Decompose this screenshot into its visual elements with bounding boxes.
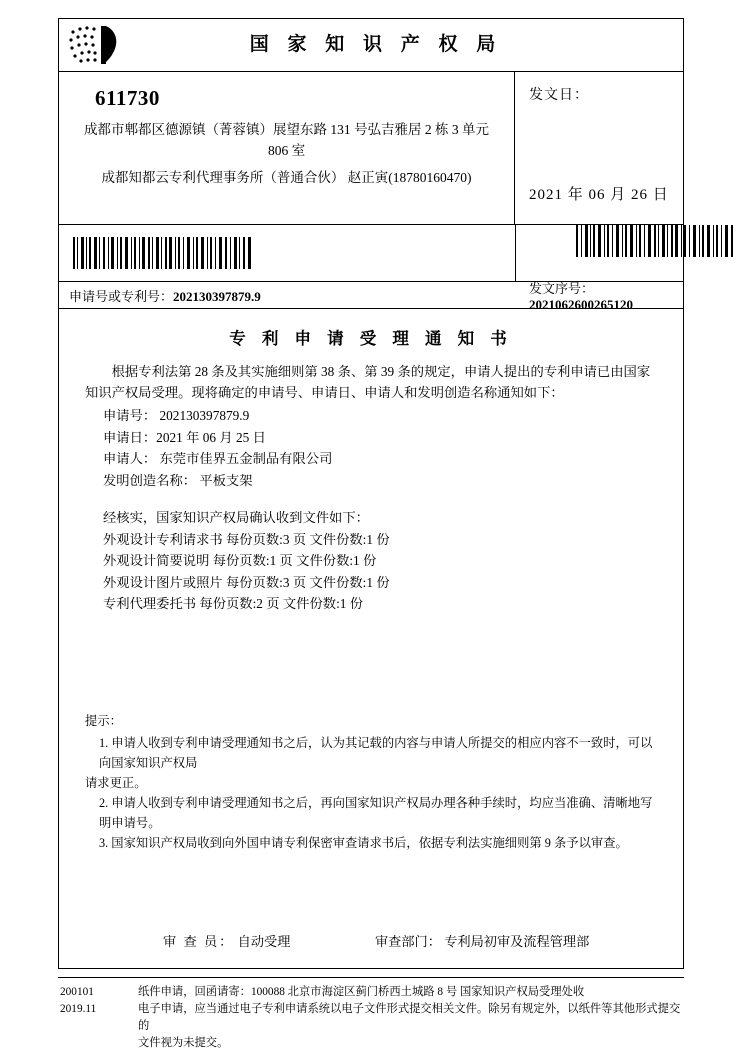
received-document-item: 专利代理委托书 每份页数:2 页 文件份数:1 份 (103, 596, 364, 611)
send-date-block (515, 72, 683, 224)
field-application-date: 申请日：2021 年 06 月 25 日 (103, 429, 266, 445)
department-value: 专利局初审及流程管理部 (444, 933, 590, 949)
footer-version: 2019.11 (60, 1002, 97, 1015)
document-header (59, 19, 683, 72)
field-invention-title: 发明创造名称： 平板支架 (103, 472, 253, 488)
application-number-label: 申请号或专利号： (69, 288, 174, 304)
field-application-number: 申请号： 202130397879.9 (103, 408, 250, 423)
examiner-value: 自动受理 (237, 933, 291, 949)
documents-received-title: 经核实，国家知识产权局确认收到文件如下： (103, 510, 369, 525)
document-body (59, 309, 683, 950)
department-cell (375, 931, 657, 950)
note-item: 3. 国家知识产权局收到向外国申请专利保密审查请求书后，依据专利法实施细则第 9 条予以审查。 (99, 835, 628, 850)
send-date-value: 2021 年 06 月 26 日 (529, 187, 669, 203)
agency-line: 成都知都云专利代理事务所（普通合伙） 赵正寅(18780160470) (101, 170, 472, 185)
examiner-cell (85, 931, 375, 950)
application-number-value: 202130397879.9 (173, 288, 261, 304)
footer-line-1: 纸件申请，回函请寄：100088 北京市海淀区蓟门桥西土城路 8 号 国家知识产权局受理处收 (138, 985, 585, 998)
department-label: 审查部门： (375, 933, 441, 949)
document-frame (58, 18, 684, 969)
examiner-label: 审 查 员： (163, 933, 235, 949)
spacer (85, 491, 657, 507)
notice-title: 专 利 申 请 受 理 通 知 书 (229, 329, 513, 348)
recipient-postal-code: 611730 (95, 86, 160, 110)
notice-paragraph: 根据专利法第 28 条及其实施细则第 38 条、第 39 条的规定，申请人提出的专利申请已由国家知识产权局受理。现将确定的申请号、申请日、申请人和发明创造名称通知如下： (85, 364, 651, 400)
barcode-row (59, 225, 683, 282)
examiner-row (85, 931, 657, 950)
dispatch-serial-cell (515, 278, 683, 313)
note-item: 2. 申请人收到专利申请受理通知书之后，再向国家知识产权局办理各种手续时，均应当准确、清晰地写明申请号。 (99, 795, 653, 830)
footer-line-3: 文件视为未提交。 (138, 1036, 229, 1049)
footer-codes (58, 984, 138, 1052)
footer-line-2: 电子申请，应当通过电子专利申请系统以电子文件形式提交相关文件。除另有规定外，以纸件等其他形式提交的 (138, 1002, 681, 1032)
field-applicant: 申请人： 东莞市佳界五金制品有限公司 (103, 451, 333, 466)
notes-title: 提示： (85, 713, 122, 728)
recipient-address-line1: 成都市郫都区德源镇（菁蓉镇）展望东路 131 号弘吉雅居 2 栋 3 单元 (84, 122, 489, 137)
footer-form-code: 200101 (60, 985, 94, 998)
application-number-cell (59, 286, 515, 305)
barcode-right-cell (516, 225, 736, 281)
received-document-item: 外观设计简要说明 每份页数:1 页 文件份数:1 份 (103, 553, 377, 568)
barcode-left-cell (59, 225, 516, 281)
note-item-continued: 请求更正。 (85, 775, 147, 790)
page-title: 国 家 知 识 产 权 局 (249, 34, 503, 55)
document-footer (58, 977, 684, 1052)
address-block (59, 72, 515, 224)
notes-block (85, 711, 657, 853)
send-date-label: 发文日： (529, 88, 589, 103)
barcode-dispatch-serial (576, 225, 736, 257)
barcode-application-number (73, 237, 253, 269)
recipient-address-line2: 806 室 (267, 143, 306, 158)
dispatch-serial-label: 发文序号： (529, 280, 595, 296)
received-document-item: 外观设计专利请求书 每份页数:3 页 文件份数:1 份 (103, 531, 390, 547)
numbers-row (59, 280, 683, 312)
address-date-row (59, 72, 683, 225)
received-document-item: 外观设计图片或照片 每份页数:3 页 文件份数:1 份 (103, 574, 390, 590)
footer-text (138, 984, 684, 1052)
note-item: 1. 申请人收到专利申请受理通知书之后，认为其记载的内容与申请人所提交的相应内容不一致时，可以向国家知识产权局 (99, 735, 653, 770)
cnipa-emblem-icon (67, 23, 129, 67)
dispatch-serial-value: 2021062600265120 (529, 296, 633, 312)
